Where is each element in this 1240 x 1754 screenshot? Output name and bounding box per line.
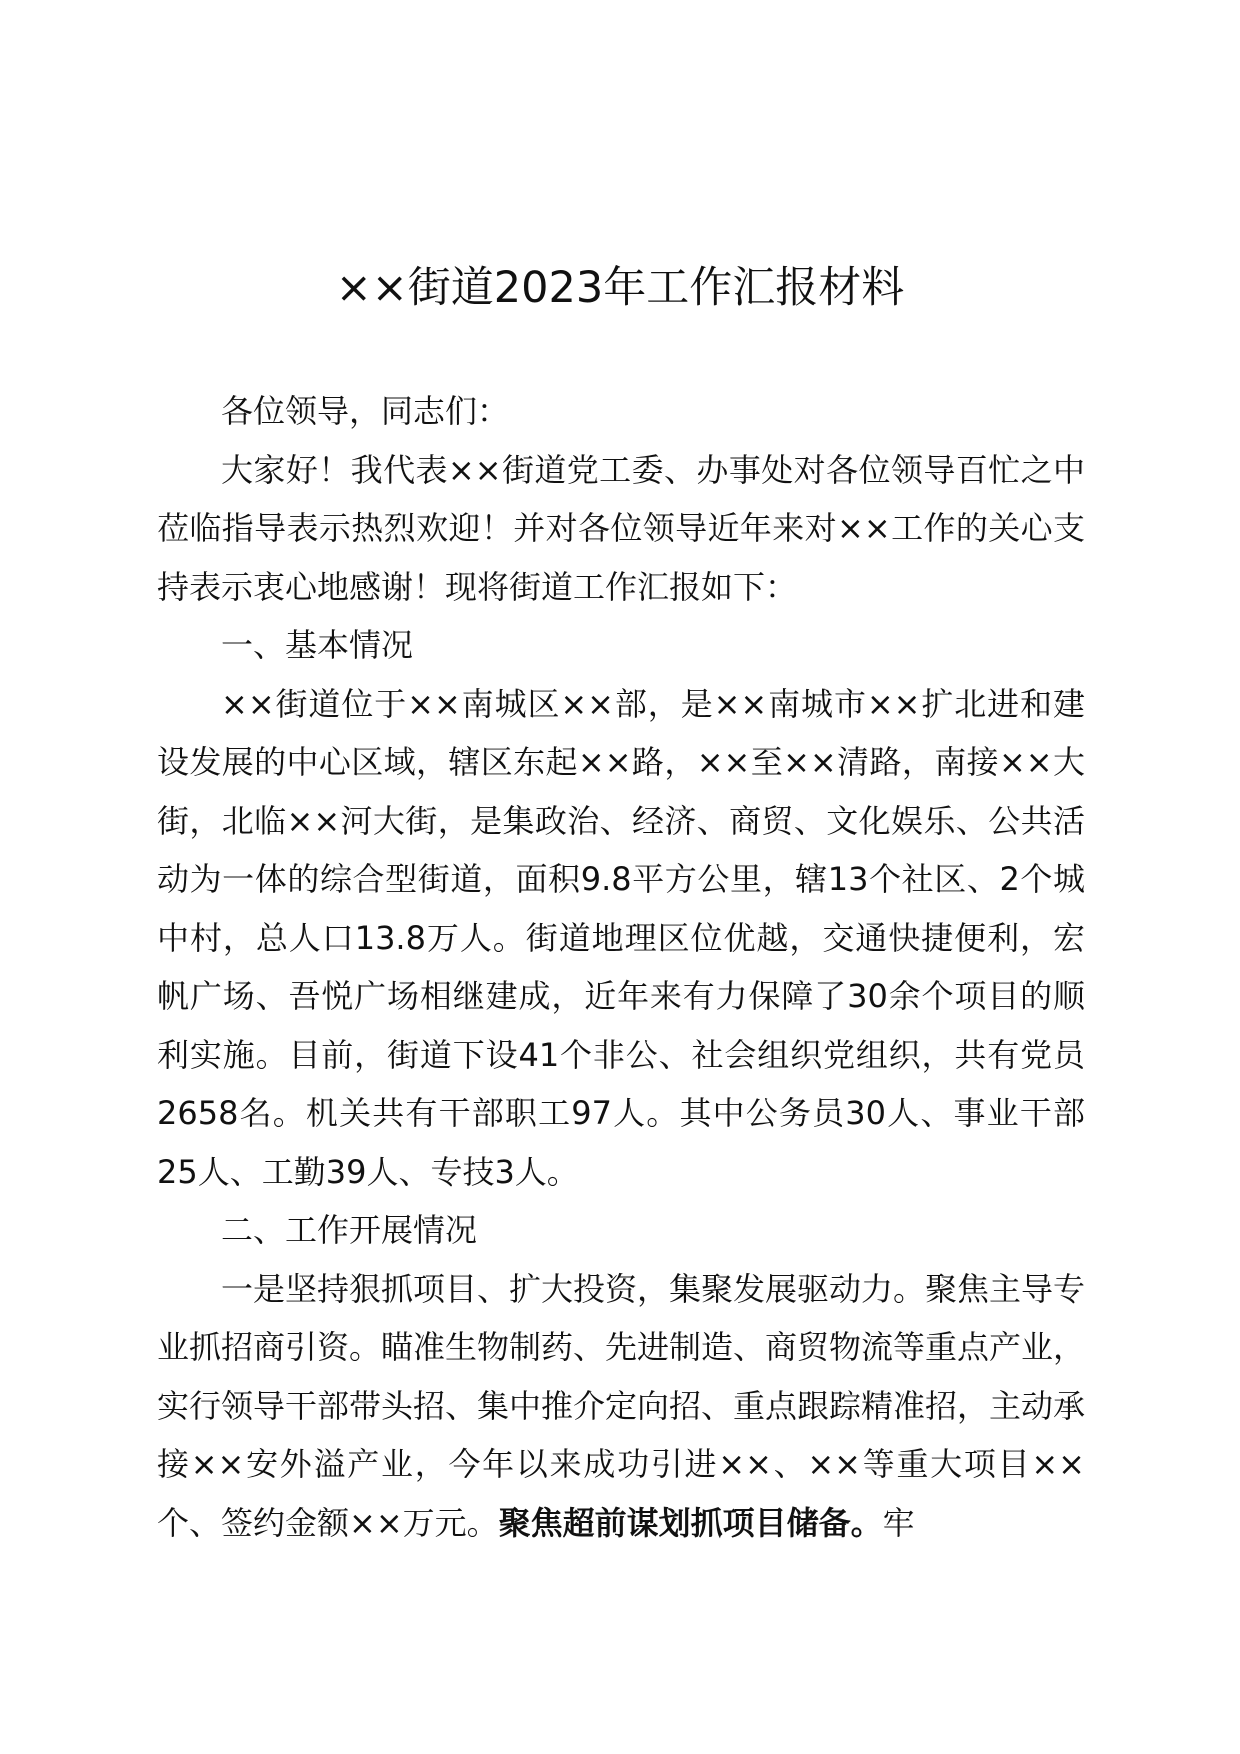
- work-progress-continuation: 牢: [882, 1503, 915, 1542]
- salutation: 各位领导，同志们：: [221, 392, 510, 430]
- section-heading-basic-situation: 一、基本情况: [221, 626, 414, 664]
- document-body: [157, 382, 1085, 1552]
- work-progress-bold-phrase: 聚焦超前谋划抓项目储备。: [498, 1503, 883, 1542]
- document-title: ××街道2023年工作汇报材料: [335, 263, 905, 313]
- work-progress-paragraph: [157, 1260, 1085, 1553]
- greeting-paragraph: 大家好！我代表××街道党工委、办事处对各位领导百忙之中莅临指导表示热烈欢迎！并对各位领导近年来对××工作的关心支持表示衷心地感谢！现将街道工作汇报如下：: [157, 450, 1085, 606]
- section-heading-work-progress: 二、工作开展情况: [221, 1211, 478, 1249]
- work-progress-text: 一是坚持狠抓项目、扩大投资，集聚发展驱动力。聚焦主导专业抓招商引资。瞄准生物制药、先进制造、商贸物流等重点产业，实行领导干部带头招、集中推介定向招、重点跟踪精准招，主动承接××安外溢产业，今年以来成功引进××、××等重大项目××个、签约金额××万元。: [157, 1269, 1086, 1542]
- basic-situation-paragraph: ××街道位于××南城区××部，是××南城市××扩北进和建设发展的中心区域，辖区东起××路，××至××清路，南接××大街，北临××河大街，是集政治、经济、商贸、文化娱乐、公共活动为一体的综合型街道，面积9.8平方公里，辖13个社区、2个城中村，总人口13.8万人。街道地理区位优越，交通快捷便利，宏帆广场、吾悦广场相继建成，近年来有力保障了30余个项目的顺利实施。目前，街道下设41个非公、社会组织党组织，共有党员2658名。机关共有干部职工97人。其中公务员30人、事业干部25人、工勤39人、专技3人。: [157, 684, 1085, 1191]
